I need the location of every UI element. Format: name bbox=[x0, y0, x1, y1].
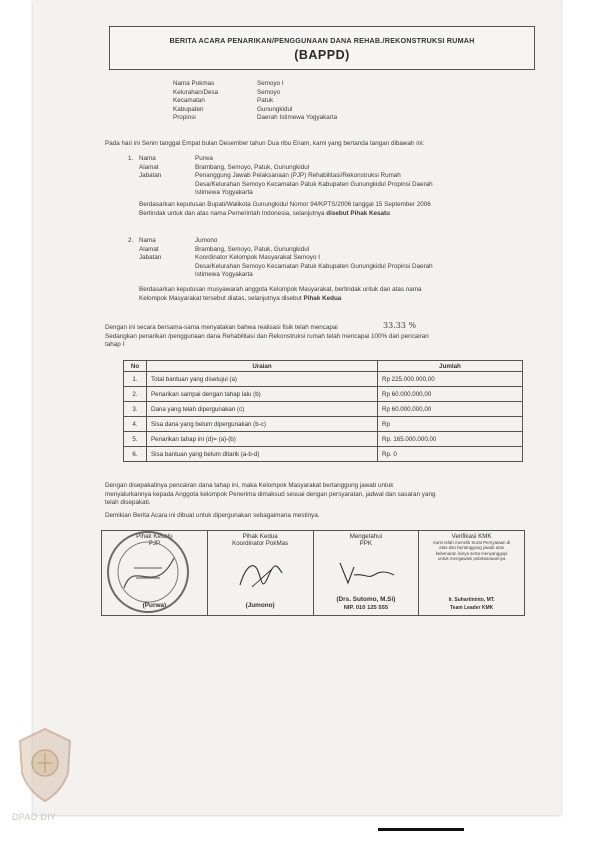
closing-line: menyalurkannya kepada Anggota kelompok Penerima dimaksud sesuai dengan persyaratan, jadwal dan sasaran yang bbox=[105, 490, 436, 498]
party-name: Purwa bbox=[195, 155, 213, 162]
table-header-row bbox=[124, 361, 523, 372]
identity-label: Propinsi bbox=[173, 114, 196, 122]
official-stamp-icon bbox=[104, 528, 192, 616]
sig-title: Pihak Kedua bbox=[242, 533, 278, 540]
table-row bbox=[124, 402, 523, 417]
realization-percent: 33.33 % bbox=[383, 321, 417, 330]
kmk-statement: kebenaran isinya serta menyanggupi bbox=[435, 550, 508, 556]
cell-no: 2. bbox=[124, 387, 147, 402]
table-row bbox=[124, 387, 523, 402]
identity-value: Semoyo bbox=[257, 88, 281, 96]
statement-line: Dengan ini secara bersama-sama menyatakan bahwa realisasi fisik telah mencapai bbox=[105, 324, 338, 331]
cell-uraian: Total bantuan yang disetujui (a) bbox=[147, 372, 378, 387]
title-box bbox=[109, 26, 535, 70]
cell-no: 5. bbox=[124, 432, 147, 447]
party-position: Desa/Kelurahan Semoyo Kecamatan Patuk Kabupaten Gunungkidul Propinsi Daerah bbox=[195, 180, 433, 188]
acting-role: disebut Pihak Kesatu bbox=[326, 209, 390, 217]
closing-line: Dengan disepakatinya pencairan dana tahap ini, maka Kelompok Masyarakat bertanggung jawab untuk bbox=[105, 482, 394, 489]
sig-subtitle: PPK bbox=[359, 540, 373, 547]
kmk-statement: Kami telah meneliti Surat Pernyataan di bbox=[433, 540, 511, 545]
sig-role: Team Leader KMK bbox=[449, 605, 494, 611]
field-label: Alamat bbox=[139, 163, 159, 171]
cell-uraian: Penarikan sampai dengan tahap lalu (b) bbox=[147, 387, 378, 402]
disbursement-table bbox=[123, 360, 523, 462]
document-page bbox=[33, 0, 561, 815]
statement-line: Sedangkan penarikan /penggunaan dana Rehabilitasi dan Rekonstruksi rumah telah mencapai 100% dari pencairan bbox=[105, 332, 429, 340]
party-position: Desa/Kelurahan Semoyo Kecamatan Patuk Kabupaten Gunungkidul Propinsi Daerah bbox=[195, 262, 433, 270]
sig-name: (Drs. Sutomo, M.Si) bbox=[336, 596, 396, 603]
identity-label: Kecamatan bbox=[173, 97, 205, 105]
identity-label: Kelurahan/Desa bbox=[173, 88, 219, 96]
table-row bbox=[124, 447, 523, 462]
column-header: Uraian bbox=[147, 361, 378, 372]
party-position: Koordinator Kelompok Masyarakat Semoyo I bbox=[195, 254, 320, 262]
party-acting bbox=[139, 210, 390, 219]
signature-ppk bbox=[313, 531, 419, 616]
sig-nip: NIP. 010 125 555 bbox=[343, 605, 389, 611]
party-address: Brambang, Semoyo, Patuk, Gunungkidul bbox=[195, 163, 310, 171]
party-basis: Berdasarkan keputusan musyawarah anggota Kelompok Masyarakat, bertindak untuk dan atas nama bbox=[139, 286, 422, 293]
statement-line: tahap I bbox=[105, 341, 125, 349]
cell-no: 6. bbox=[124, 447, 147, 462]
identity-label: Kabupaten bbox=[173, 105, 204, 113]
cell-no: 3. bbox=[124, 402, 147, 417]
basis-role: Pihak Kedua bbox=[303, 294, 342, 302]
signature-kmk bbox=[419, 531, 525, 616]
identity-label: Nama Pokmas bbox=[173, 80, 215, 87]
signature-scribble bbox=[334, 557, 404, 589]
sig-name: (Jumono) bbox=[245, 602, 275, 609]
field-label: Nama bbox=[139, 237, 156, 244]
document-title: BERITA ACARA PENARIKAN/PENGGUNAAN DANA REHAB./REKONSTRUKSI RUMAH bbox=[169, 36, 475, 45]
field-label: Jabatan bbox=[139, 254, 162, 262]
signature-pihak-kedua bbox=[207, 531, 313, 616]
table-row bbox=[124, 432, 523, 447]
field-label: Jabatan bbox=[139, 172, 162, 180]
sig-title: Mengetahui bbox=[349, 533, 383, 540]
party-position: Istimewa Yogyakarta bbox=[195, 271, 253, 279]
basis-text: Kelompok Masyarakat tersebut diatas, selanjutnya disebut bbox=[139, 294, 302, 302]
kmk-statement: untuk mengawasi pelaksanaannya bbox=[437, 556, 506, 562]
cell-no: 1. bbox=[124, 372, 147, 387]
party-basis: Berdasarkan keputusan Bupati/Walikota Gunungkidul Nomor 94/KPTS/2006 tanggal 15 September 2006 bbox=[139, 201, 431, 208]
identity-value: Daerah Istimewa Yogyakarta bbox=[257, 114, 338, 122]
column-header: Jumlah bbox=[378, 361, 523, 372]
cell-jumlah: Rp. 165.000.000,00 bbox=[378, 432, 523, 447]
party-number: 1. bbox=[128, 155, 134, 162]
cell-jumlah: Rp 60.000.000,00 bbox=[378, 387, 523, 402]
party-basis bbox=[139, 295, 341, 304]
sig-title: Verifikasi KMK bbox=[451, 533, 492, 540]
party-number: 2. bbox=[128, 237, 134, 244]
closing-line: Demikian Berita Acara ini dibuat untuk dipergunakan sebagaimana mestinya. bbox=[105, 512, 320, 519]
dpad-logo-icon bbox=[14, 725, 76, 805]
document-subtitle: (BAPPD) bbox=[294, 48, 350, 62]
cell-jumlah: Rp 60.000.000,00 bbox=[378, 402, 523, 417]
party-address: Brambang, Semoyo, Patuk, Gunungkidul bbox=[195, 245, 310, 253]
cell-uraian: Sisa dana yang belum dipergunakan (b-c) bbox=[147, 417, 378, 432]
sig-subtitle: PJP bbox=[148, 540, 161, 547]
party-position: Istimewa Yogyakarta bbox=[195, 189, 253, 197]
cell-jumlah: Rp. 0 bbox=[378, 447, 523, 462]
watermark-text: DPAD DIY bbox=[12, 812, 57, 822]
cell-jumlah: Rp bbox=[378, 417, 523, 432]
identity-value: Patuk bbox=[257, 97, 274, 105]
sig-subtitle: Koordinator PokMas bbox=[232, 540, 289, 547]
cell-uraian: Sisa bantuan yang belum ditarik (a-b-d) bbox=[147, 447, 378, 462]
sig-name: (Purwa) bbox=[142, 602, 167, 609]
party-name: Jumono bbox=[195, 237, 218, 244]
intro-text: Pada hari ini Senin tanggal Empat bulan Desember tahun Dua ribu Enam, kami yang bertanda tangan dibawah ini: bbox=[105, 140, 425, 147]
kmk-statement: atas dan bertanggung jawab atas bbox=[439, 545, 505, 551]
cell-jumlah: Rp 225.000.000,00 bbox=[378, 372, 523, 387]
field-label: Nama bbox=[139, 155, 156, 162]
acting-text: Bertindak untuk dan atas nama Pemerintah Indonesia, selanjutnya bbox=[139, 209, 325, 217]
column-header: No bbox=[124, 361, 147, 372]
party-position: Penanggung Jawab Pelaksanaan (PJP) Rehabilitasi/Rekonstruksi Rumah bbox=[195, 172, 401, 180]
table-row bbox=[124, 372, 523, 387]
cell-no: 4. bbox=[124, 417, 147, 432]
signature-scribble bbox=[232, 555, 292, 595]
closing-line: telah disepakati. bbox=[105, 499, 151, 507]
sig-title: Pihak Kesatu bbox=[136, 533, 173, 540]
field-label: Alamat bbox=[139, 245, 159, 253]
cell-uraian: Dana yang telah dipergunakan (c) bbox=[147, 402, 378, 417]
identity-value: Gunungkidul bbox=[257, 105, 293, 113]
table-row bbox=[124, 417, 523, 432]
identity-value: Semoyo I bbox=[257, 80, 284, 87]
sig-name: Ir. Suhartininto, MT. bbox=[448, 597, 495, 603]
page-mark bbox=[378, 828, 464, 831]
cell-uraian: Penarikan tahap ini (d)= (a)-(b) bbox=[147, 432, 378, 447]
